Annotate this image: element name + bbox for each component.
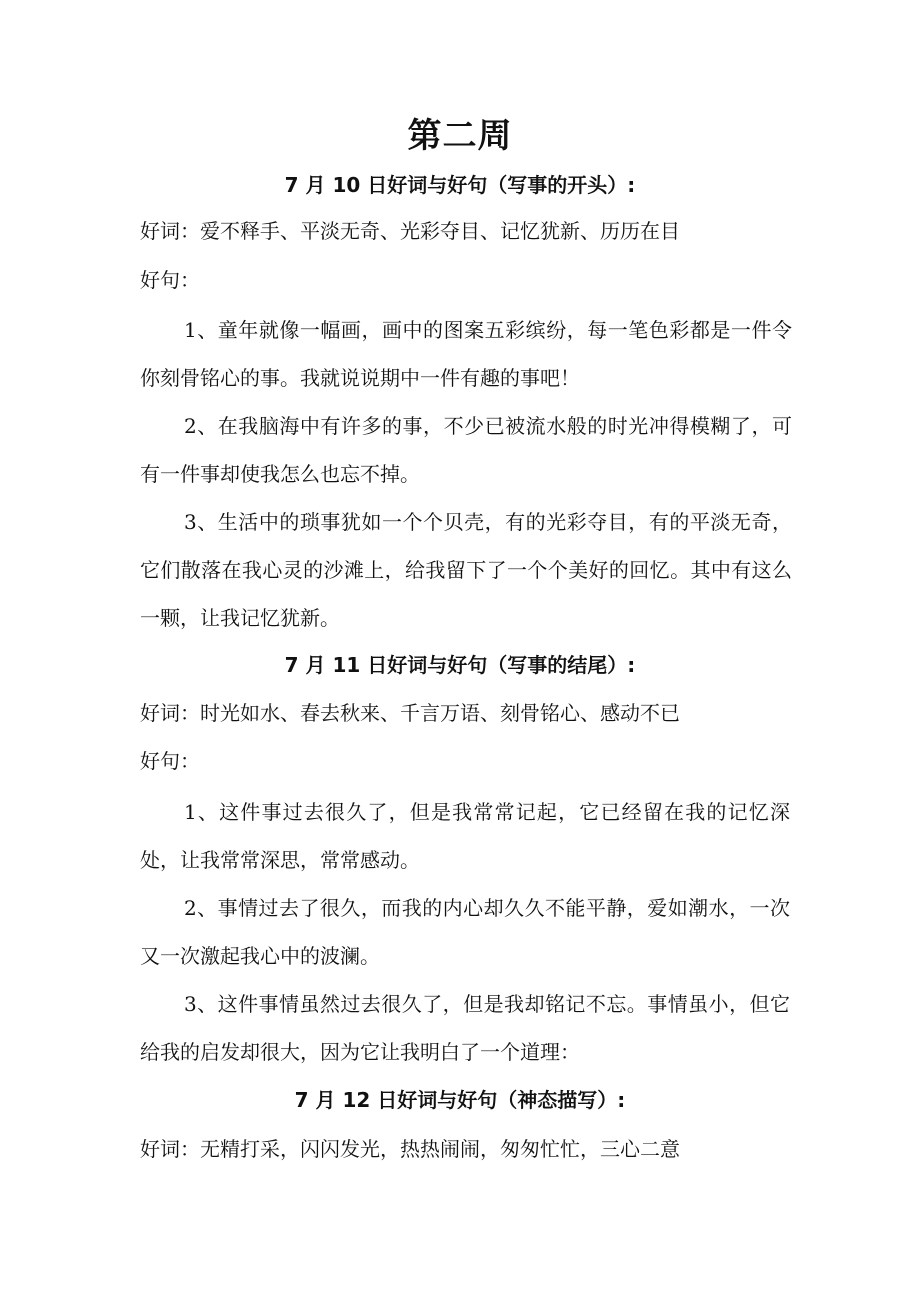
sentence-paragraph: 1、童年就像一幅画，画中的图案五彩缤纷，每一笔色彩都是一件令你刻骨铭心的事。我就说说期中一件有趣的事吧！ [140,318,792,390]
good-sentences-label: 好句： [140,749,200,773]
good-words-line: 好词：爱不释手、平淡无奇、光彩夺目、记忆犹新、历历在目 [140,219,680,243]
sentence-paragraph: 3、这件事情虽然过去很久了，但是我却铭记不忘。事情虽小，但它给我的启发却很大，因为它让我明白了一个道理： [140,992,790,1064]
good-words-line: 好词：时光如水、春去秋来、千言万语、刻骨铭心、感动不已 [140,701,680,725]
section-heading: 7 月 12 日好词与好句（神态描写）: [294,1088,626,1112]
good-words-line: 好词：无精打采，闪闪发光，热热闹闹，匆匆忙忙，三心二意 [140,1137,680,1161]
good-sentences-label: 好句： [140,268,200,292]
sentence-paragraph: 1、这件事过去很久了，但是我常常记起，它已经留在我的记忆深处，让我常常深思，常常感动。 [140,800,790,872]
sentence-paragraph: 3、生活中的琐事犹如一个个贝壳，有的光彩夺目，有的平淡无奇，它们散落在我心灵的沙滩上，给我留下了一个个美好的回忆。其中有这么一颗，让我记忆犹新。 [140,510,792,630]
section-heading: 7 月 10 日好词与好句（写事的开头）: [284,173,636,197]
page-title: 第二周 [407,116,513,156]
section-heading: 7 月 11 日好词与好句（写事的结尾）: [284,653,636,677]
sentence-paragraph: 2、在我脑海中有许多的事，不少已被流水般的时光冲得模糊了，可有一件事却使我怎么也忘不掉。 [140,414,792,486]
sentence-paragraph: 2、事情过去了很久，而我的内心却久久不能平静，爱如潮水，一次又一次激起我心中的波澜。 [140,896,790,968]
